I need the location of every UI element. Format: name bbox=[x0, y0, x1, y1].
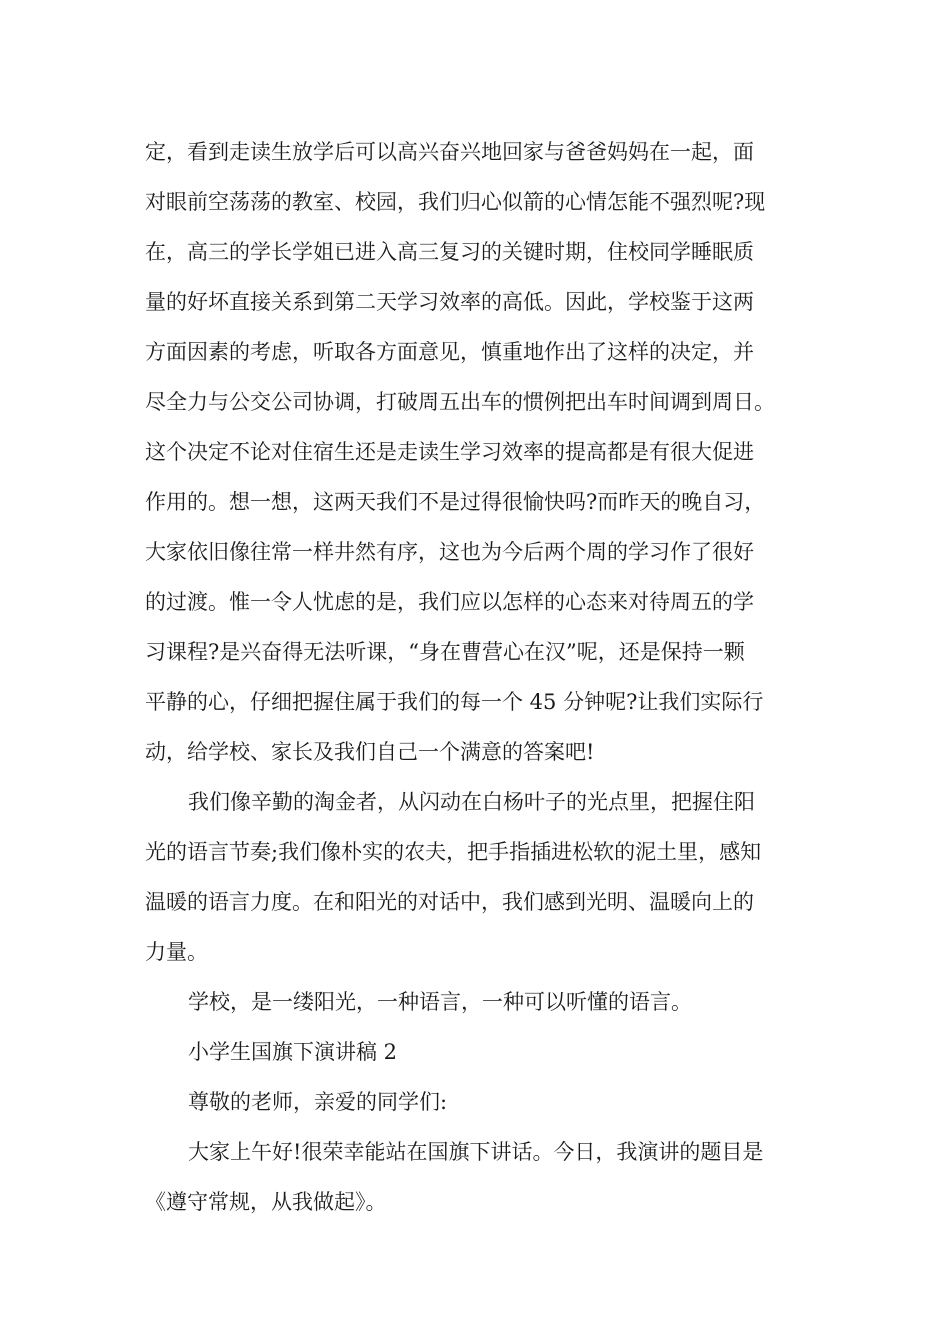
text-line: 大家依旧像往常一样井然有序，这也为今后两个周的学习作了很好 bbox=[145, 540, 754, 564]
section-heading: 小学生国旗下演讲稿 2 bbox=[188, 1040, 398, 1064]
text-line: 量的好坏直接关系到第二天学习效率的高低。因此，学校鉴于这两 bbox=[145, 290, 754, 314]
text-line: 习课程?是兴奋得无法听课，“身在曹营心在汉”呢，还是保持一颗 bbox=[145, 640, 745, 664]
salutation: 尊敬的老师，亲爱的同学们: bbox=[188, 1090, 448, 1114]
text-line: 作用的。想一想，这两天我们不是过得很愉快吗?而昨天的晚自习， bbox=[145, 490, 766, 514]
text-line: 定，看到走读生放学后可以高兴奋兴地回家与爸爸妈妈在一起，面 bbox=[145, 140, 754, 164]
text-line: 我们像辛勤的淘金者，从闪动在白杨叶子的光点里，把握住阳 bbox=[188, 790, 755, 814]
text-line: 力量。 bbox=[145, 940, 208, 964]
text-line: 对眼前空荡荡的教室、校园，我们归心似箭的心情怎能不强烈呢?现 bbox=[145, 190, 766, 214]
text-line: 光的语言节奏;我们像朴实的农夫，把手指插进松软的泥土里，感知 bbox=[145, 840, 762, 864]
text-line: 的过渡。惟一令人忧虑的是，我们应以怎样的心态来对待周五的学 bbox=[145, 590, 754, 614]
text-line: 《遵守常规，从我做起》。 bbox=[145, 1190, 387, 1214]
text-line: 这个决定不论对住宿生还是走读生学习效率的提高都是有很大促进 bbox=[145, 440, 754, 464]
text-line: 学校，是一缕阳光，一种语言，一种可以听懂的语言。 bbox=[188, 990, 692, 1014]
text-line: 尽全力与公交公司协调，打破周五出车的惯例把出车时间调到周日。 bbox=[145, 390, 775, 414]
text-line: 大家上午好!很荣幸能站在国旗下讲话。今日，我演讲的题目是 bbox=[188, 1140, 764, 1164]
text-line: 温暖的语言力度。在和阳光的对话中，我们感到光明、温暖向上的 bbox=[145, 890, 754, 914]
text-line: 平静的心，仔细把握住属于我们的每一个 45 分钟呢?让我们实际行 bbox=[145, 690, 764, 714]
text-line: 动，给学校、家长及我们自己一个满意的答案吧! bbox=[145, 740, 595, 764]
text-line: 在，高三的学长学姐已进入高三复习的关键时期，住校同学睡眠质 bbox=[145, 240, 754, 264]
text-line: 方面因素的考虑，听取各方面意见，慎重地作出了这样的决定，并 bbox=[145, 340, 754, 364]
